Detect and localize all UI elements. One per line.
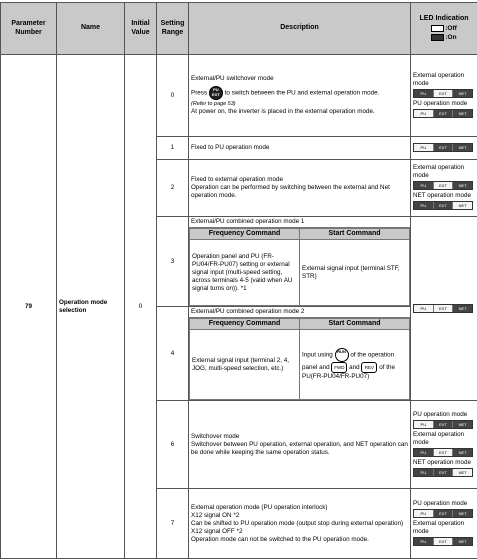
led-ext: EXT — [433, 202, 453, 209]
on-swatch-icon — [431, 34, 444, 41]
desc-line: Fixed to external operation mode — [191, 176, 284, 183]
desc-line: X12 signal ON *2 — [191, 511, 240, 519]
desc-line: At power on, the inverter is placed in the external operation mode. — [191, 108, 375, 115]
legend-on — [413, 33, 475, 42]
start-text: of the PU(FR-PU04/FR-PU07) — [302, 364, 395, 380]
command-table — [189, 228, 410, 306]
row-description — [189, 401, 411, 489]
led-caption: PU operation mode — [413, 99, 468, 107]
desc-line: to switch between the PU and external operation mode. — [224, 89, 380, 97]
led-caption: NET operation mode — [413, 458, 471, 466]
key-label: RUN — [337, 349, 346, 354]
led-strip-icon — [413, 109, 473, 118]
param-name: Operation mode selection — [57, 55, 125, 559]
setting-value: 2 — [157, 160, 189, 217]
led-strip-icon — [413, 537, 473, 546]
freq-header: Frequency Command — [190, 229, 300, 240]
off-swatch-icon — [431, 25, 444, 32]
param-number: 79 — [1, 55, 57, 559]
desc-line: Operation can be performed by switching between the external and Net operation mode. — [191, 184, 390, 199]
led-cell — [411, 160, 477, 217]
led-net: NET — [452, 90, 472, 97]
led-strip-icon — [413, 304, 473, 313]
led-ext: EXT — [433, 305, 453, 312]
header-name: Name — [57, 3, 125, 55]
header-param-number: Parameter Number — [1, 3, 57, 55]
led-pu: PU — [414, 90, 433, 97]
led-caption: NET operation mode — [413, 192, 471, 199]
header-initial-value: Initial Value — [125, 3, 157, 55]
setting-value: 1 — [157, 137, 189, 160]
led-cell — [411, 55, 477, 137]
led-net: NET — [452, 182, 472, 189]
desc-line: Can be shifted to PU operation mode (output stop during external operation) — [191, 519, 404, 527]
start-value: External signal input (terminal STF, STR) — [300, 240, 410, 306]
pu-ext-key-icon — [209, 86, 223, 100]
desc-line: External operation mode (PU operation interlock) — [191, 503, 328, 511]
legend-off-label: :Off — [445, 24, 457, 32]
setting-value: 7 — [157, 489, 189, 559]
led-net: NET — [452, 305, 472, 312]
led-pu: PU — [414, 469, 433, 476]
row-description — [189, 217, 411, 307]
led-caption: PU operation mode — [413, 499, 468, 507]
led-ext: EXT — [433, 110, 453, 117]
page-reference: (Refer to page 53) — [191, 101, 236, 107]
row-description — [189, 160, 411, 217]
sub-title: External/PU combined operation mode 1 — [189, 217, 410, 228]
led-ext: EXT — [433, 469, 453, 476]
led-net: NET — [452, 538, 472, 545]
header-description: Description — [189, 3, 411, 55]
led-caption: PU operation mode — [413, 410, 468, 418]
header-setting-range: Setting Range — [157, 3, 189, 55]
rev-key-icon — [361, 362, 377, 373]
led-pu: PU — [414, 110, 433, 117]
led-strip-icon — [413, 420, 473, 429]
row-description — [189, 489, 411, 559]
led-pu: PU — [414, 421, 433, 428]
legend-on-label: :On — [445, 33, 457, 41]
led-ext: EXT — [433, 449, 453, 456]
header-led-indication — [411, 3, 477, 55]
led-pu: PU — [414, 305, 433, 312]
led-pu: PU — [414, 510, 433, 517]
led-cell — [411, 217, 477, 401]
command-table — [189, 318, 410, 400]
led-strip-icon — [413, 181, 473, 190]
led-net: NET — [452, 469, 472, 476]
led-ext: EXT — [433, 90, 453, 97]
led-cell — [411, 137, 477, 160]
setting-value: 6 — [157, 401, 189, 489]
key-label: PU — [213, 87, 219, 92]
key-label: EXT — [211, 92, 220, 97]
key-label: REV — [364, 365, 375, 370]
start-text: Input using — [302, 351, 333, 359]
led-caption: External operation mode — [413, 519, 465, 535]
row-description: Fixed to PU operation mode — [189, 137, 411, 160]
setting-value: 3 — [157, 217, 189, 307]
setting-value: 4 — [157, 307, 189, 401]
freq-value: Operation panel and PU (FR-PU04/FR-PU07) setting or external signal input (multi-speed setting, across terminals 4-5 (valid when AU signal turns on)). *1 — [190, 240, 300, 306]
led-strip-icon — [413, 143, 473, 152]
led-net: NET — [452, 449, 472, 456]
desc-line: Operation mode can not be switched to the PU operation mode. — [191, 535, 369, 543]
led-caption: External operation mode — [413, 164, 465, 179]
desc-line: Switchover between PU operation, external operation, and NET operation can be done while keeping the same operation status. — [191, 440, 408, 456]
parameter-table — [0, 2, 477, 559]
start-header: Start Command — [300, 229, 410, 240]
led-ext: EXT — [433, 421, 453, 428]
led-cell — [411, 489, 477, 559]
start-value — [300, 330, 410, 400]
led-ext: EXT — [433, 182, 453, 189]
led-strip-icon — [413, 448, 473, 457]
led-caption: External operation mode — [413, 430, 465, 446]
fwd-key-icon — [331, 362, 347, 373]
legend-off — [413, 24, 475, 33]
start-text: of the operation panel and — [302, 351, 395, 372]
led-pu: PU — [414, 202, 433, 209]
start-text: and — [349, 364, 360, 372]
led-net: NET — [452, 110, 472, 117]
led-net: NET — [452, 510, 472, 517]
row-description — [189, 307, 411, 401]
led-strip-icon — [413, 89, 473, 98]
table-row — [1, 55, 477, 137]
desc-line: Switchover mode — [191, 432, 240, 440]
led-net: NET — [452, 202, 472, 209]
key-label: FWD — [334, 365, 345, 370]
desc-line: X12 signal OFF *2 — [191, 527, 243, 535]
led-net: NET — [452, 144, 472, 151]
setting-value: 0 — [157, 55, 189, 137]
led-strip-icon — [413, 509, 473, 518]
desc-line: Press — [191, 89, 208, 97]
led-strip-icon — [413, 468, 473, 477]
led-pu: PU — [414, 144, 433, 151]
desc-line: External/PU switchover mode — [191, 75, 274, 82]
led-pu: PU — [414, 449, 433, 456]
row-description — [189, 55, 411, 137]
led-net: NET — [452, 421, 472, 428]
freq-header: Frequency Command — [190, 319, 300, 330]
led-ext: EXT — [433, 538, 453, 545]
run-key-icon — [335, 348, 349, 362]
freq-value: External signal input (terminal 2, 4, JOG, multi-speed selection, etc.) — [190, 330, 300, 400]
led-cell — [411, 401, 477, 489]
start-header: Start Command — [300, 319, 410, 330]
led-ext: EXT — [433, 144, 453, 151]
led-header-label: LED Indication — [419, 15, 469, 23]
led-pu: PU — [414, 182, 433, 189]
led-caption: External operation mode — [413, 71, 465, 87]
sub-title: External/PU combined operation mode 2 — [189, 307, 410, 318]
led-pu: PU — [414, 538, 433, 545]
param-initial: 0 — [125, 55, 157, 559]
led-strip-icon — [413, 201, 473, 210]
led-ext: EXT — [433, 510, 453, 517]
